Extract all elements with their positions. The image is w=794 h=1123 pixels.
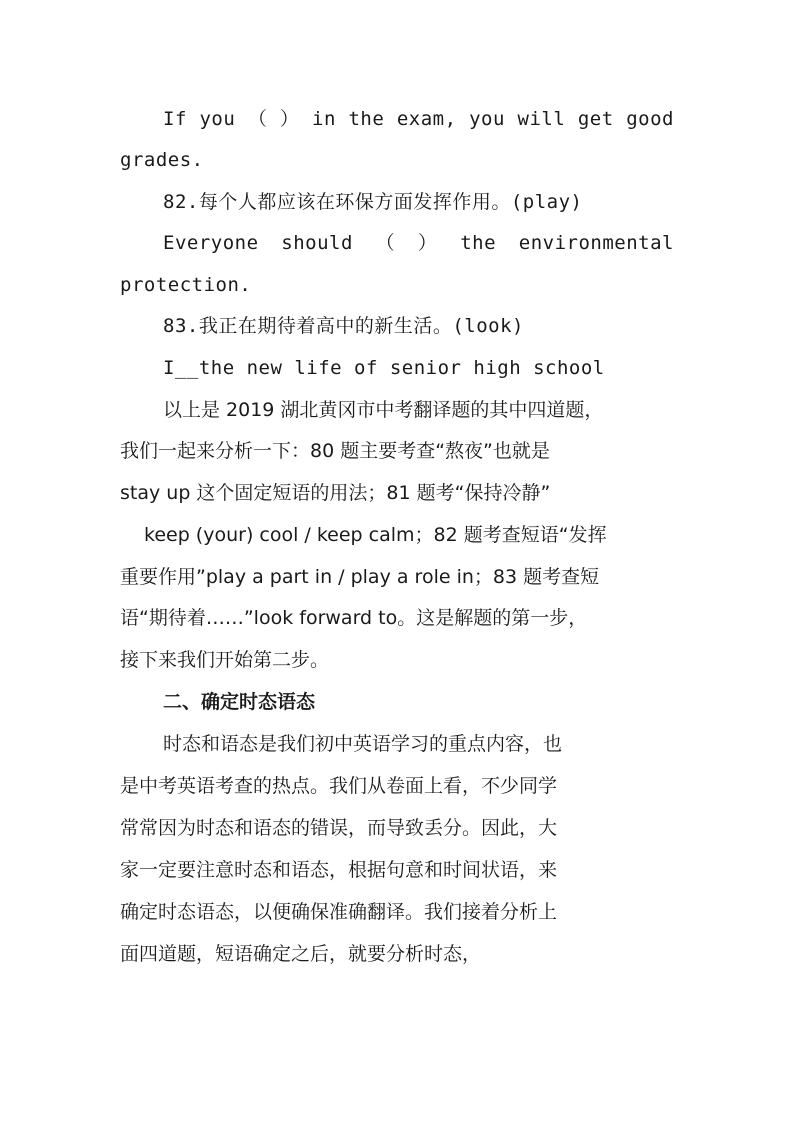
paragraph-1-line: keep (your) cool / keep calm；82 题考查短语“发挥 <box>144 524 607 546</box>
word: in <box>312 108 336 130</box>
word: If <box>163 108 187 130</box>
paragraph-1-line: 语“期待着……”look forward to。这是解题的第一步， <box>120 607 588 629</box>
q83-chinese-prompt: 83.我正在期待着高中的新生活。(look) <box>163 315 524 337</box>
word: the <box>460 232 497 254</box>
q82-english-line-2: protection. <box>120 274 252 296</box>
paragraph-2-line: 是中考英语考查的热点。我们从卷面上看，不少同学 <box>120 775 558 797</box>
word: you <box>199 108 236 130</box>
paragraph-2-line: 面四道题，短语确定之后，就要分析时态， <box>120 943 482 965</box>
paragraph-1-line: stay up 这个固定短语的用法；81 题考“保持冷静” <box>120 482 551 504</box>
q81-english-line-2: grades. <box>120 149 204 171</box>
word: the <box>348 108 385 130</box>
word: you <box>469 108 505 130</box>
paragraph-1-line: 重要作用”play a part in / play a role in；83 题考查短 <box>120 566 600 588</box>
word: （ <box>247 108 268 130</box>
word: get <box>577 108 614 130</box>
paragraph-1-line: 以上是 2019 湖北黄冈市中考翻译题的其中四道题， <box>163 399 604 421</box>
paragraph-1-line: 我们一起来分析一下：80 题主要考查“熬夜”也就是 <box>120 440 550 462</box>
word: good <box>626 108 674 130</box>
word: will <box>517 108 566 130</box>
word: exam, <box>396 108 457 130</box>
word: ） <box>417 232 438 254</box>
word: should <box>281 232 353 254</box>
paragraph-2-line: 确定时态语态，以便确保准确翻译。我们接着分析上 <box>120 901 558 923</box>
paragraph-2-line: 时态和语态是我们初中英语学习的重点内容，也 <box>163 733 563 755</box>
q83-english-line: I__the new life of senior high school <box>163 357 605 379</box>
paragraph-2-line: 常常因为时态和语态的错误，而导致丢分。因此，大 <box>120 817 558 839</box>
word: （ <box>375 232 396 254</box>
paragraph-2-line: 家一定要注意时态和语态，根据句意和时间状语，来 <box>120 859 558 881</box>
q82-chinese-prompt: 82.每个人都应该在环保方面发挥作用。(play) <box>163 191 583 213</box>
q82-english-line-1 <box>163 228 674 258</box>
word: ） <box>279 108 300 130</box>
word: environmental <box>518 232 674 254</box>
section-heading: 二、确定时态语态 <box>163 691 316 713</box>
paragraph-1-line: 接下来我们开始第二步。 <box>120 649 330 671</box>
word: Everyone <box>163 232 259 254</box>
q81-english-line-1 <box>163 104 674 134</box>
